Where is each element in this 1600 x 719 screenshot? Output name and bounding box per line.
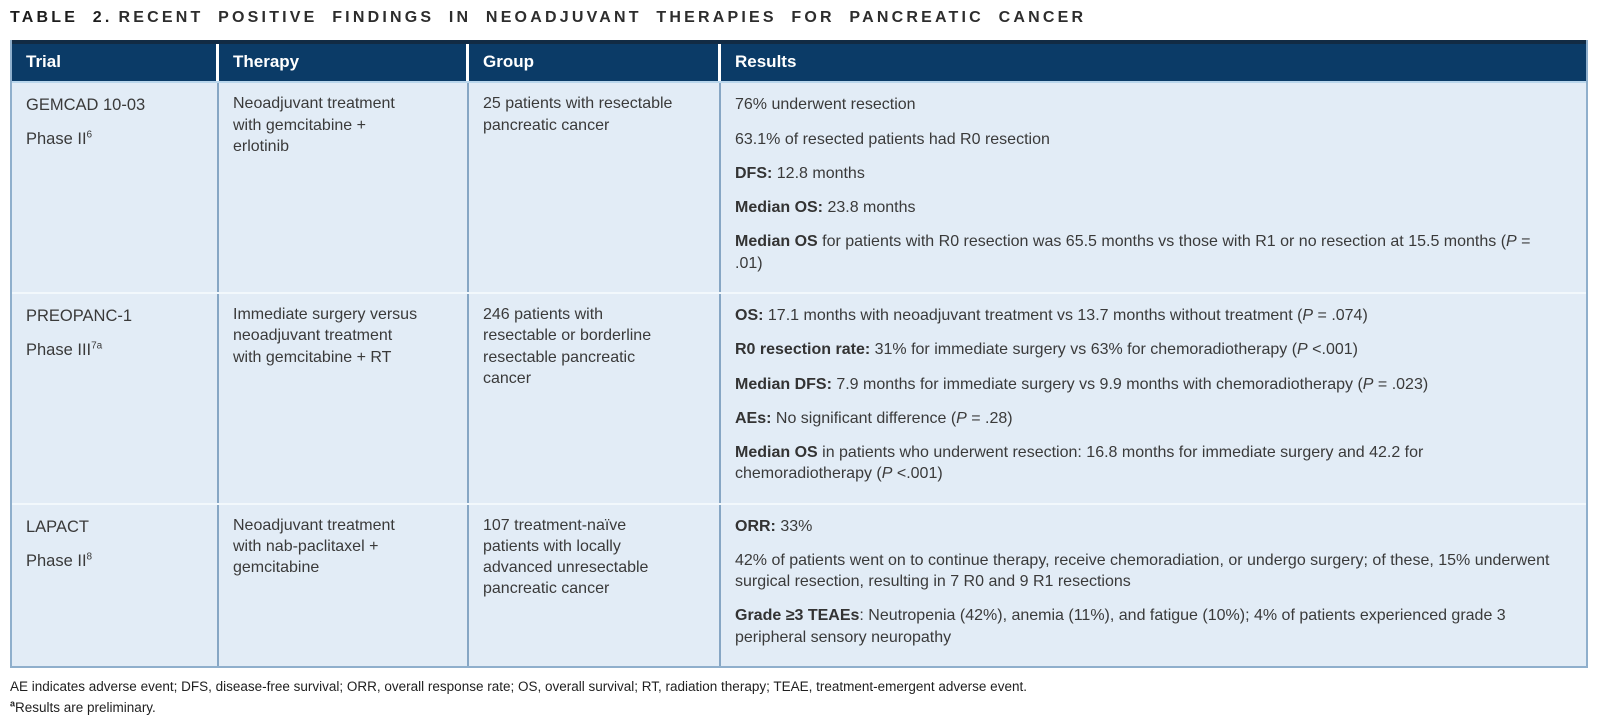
result-label: Median OS [735, 444, 818, 462]
result-item [735, 339, 1560, 360]
footnote-marker: a [10, 698, 16, 709]
column-header-therapy: Therapy [219, 44, 469, 81]
p-value-symbol: P [1506, 233, 1517, 251]
table-row [12, 83, 1586, 292]
result-text: for patients with R0 resection was 65.5 months vs those with R1 or no resection at 15.5 months ( [817, 233, 1507, 251]
results-cell [721, 83, 1586, 292]
trial-name: PREOPANC-1 [26, 306, 133, 325]
trial-name: LAPACT [26, 517, 89, 536]
result-text: 76% underwent resection [735, 96, 916, 114]
result-item [735, 516, 1560, 537]
table-number-label: TABLE 2. [10, 9, 113, 26]
preliminary-footnote [10, 698, 1600, 719]
result-text: in patients who underwent resection: 16.8 months for immediate surgery and 42.2 for chemoradiotherapy ( [735, 444, 1424, 483]
trial-cell [12, 505, 219, 666]
trial-phase: Phase $III^{7a}$ [26, 340, 103, 359]
results-cell [721, 294, 1586, 503]
result-item [735, 442, 1560, 485]
p-value-symbol: P [1362, 375, 1374, 393]
clinical-trials-table [10, 40, 1588, 668]
therapy-cell: Neoadjuvant treatment with gemcitabine + erlotinib [219, 83, 469, 292]
table-title [10, 9, 1600, 27]
result-text: 31% for immediate surgery vs 63% for chemoradiotherapy ( [870, 341, 1298, 359]
trial-cell [12, 83, 219, 292]
result-label: Median OS: [735, 199, 824, 217]
table-header-row [12, 40, 1586, 83]
result-text: 17.1 months with neoadjuvant treatment vs 13.7 months without treatment ( [763, 306, 1303, 324]
reference-superscript: 8 [86, 551, 93, 563]
result-item [735, 231, 1560, 274]
group-cell: 246 patients with resectable or borderline resectable pancreatic cancer [469, 294, 721, 503]
result-item [735, 374, 1560, 395]
table-body [12, 83, 1586, 666]
result-item [735, 408, 1560, 429]
table-row [12, 503, 1586, 666]
reference-superscript: 6 [86, 129, 93, 141]
reference-superscript: 7a [91, 340, 103, 352]
p-value-symbol: P [881, 465, 893, 483]
column-header-group: Group [469, 44, 721, 81]
trial-phase: Phase $II^8$ [26, 551, 93, 570]
result-item [735, 129, 1560, 150]
column-header-trial: Trial [12, 44, 219, 81]
result-item [735, 94, 1560, 115]
therapy-cell: Immediate surgery versus neoadjuvant treatment with gemcitabine + RT [219, 294, 469, 503]
result-item [735, 163, 1560, 184]
abbreviations-footnote: AE indicates adverse event; DFS, disease-free survival; ORR, overall response rate; OS, overall survival; RT, radiation therapy; TEAE, treatment-emergent adverse event. [10, 678, 1027, 694]
result-item [735, 305, 1560, 326]
result-text: = .28) [966, 409, 1013, 427]
result-label: AEs: [735, 409, 772, 427]
therapy-cell: Neoadjuvant treatment with nab-paclitaxel + gemcitabine [219, 505, 469, 666]
trial-phase: Phase $II^6$ [26, 129, 93, 149]
result-item [735, 605, 1560, 648]
column-header-results: Results [735, 52, 797, 71]
p-value-symbol: P [956, 409, 967, 427]
result-item [735, 197, 1560, 218]
result-text: <.001) [1307, 341, 1358, 359]
p-value-symbol: P [1297, 341, 1308, 359]
result-text: = .074) [1313, 306, 1368, 324]
footnote-text: Results are preliminary. [15, 699, 156, 715]
trial-name: GEMCAD 10-03 [26, 96, 146, 115]
result-text: 42% of patients went on to continue therapy, receive chemoradiation, or undergo surgery; of these, 15% underwent surgical resection, resulting in 7 R0 and 9 R1 resections [735, 551, 1550, 591]
result-text: : Neutropenia (42%), anemia (11%), and fatigue (10%); 4% of patients experienced grade 3 peripheral sensory neuropathy [735, 607, 1506, 646]
result-text: 23.8 months [823, 199, 916, 217]
result-label: Median OS [735, 233, 818, 251]
group-cell: 25 patients with resectable pancreatic cancer [469, 83, 721, 292]
result-text: 33% [775, 517, 813, 535]
result-item [735, 550, 1560, 593]
result-label: R0 resection rate: [735, 341, 871, 359]
result-text: <.001) [892, 465, 943, 483]
result-text: 63.1% of resected patients had R0 resection [735, 130, 1050, 148]
table-title-text: RECENT POSITIVE FINDINGS IN NEOADJUVANT THERAPIES FOR PANCREATIC CANCER [118, 9, 1087, 26]
result-label: Median DFS: [735, 375, 832, 393]
result-text: No significant difference ( [771, 409, 957, 427]
result-text: 12.8 months [772, 164, 865, 182]
result-label: Grade ≥3 TEAEs [735, 607, 860, 625]
table-row [12, 292, 1586, 503]
result-text: = .023) [1373, 375, 1429, 393]
trial-cell [12, 294, 219, 503]
result-text: = .01) [735, 233, 1531, 272]
result-label: ORR: [735, 517, 776, 535]
result-text: 7.9 months for immediate surgery vs 9.9 months with chemoradiotherapy ( [831, 375, 1363, 393]
group-cell: 107 treatment-naïve patients with locally advanced unresectable pancreatic cancer [469, 505, 721, 666]
result-label: DFS: [735, 164, 773, 182]
results-cell [721, 505, 1586, 666]
table-footnotes [10, 677, 1600, 719]
result-label: OS: [735, 306, 764, 324]
p-value-symbol: P [1302, 306, 1314, 324]
